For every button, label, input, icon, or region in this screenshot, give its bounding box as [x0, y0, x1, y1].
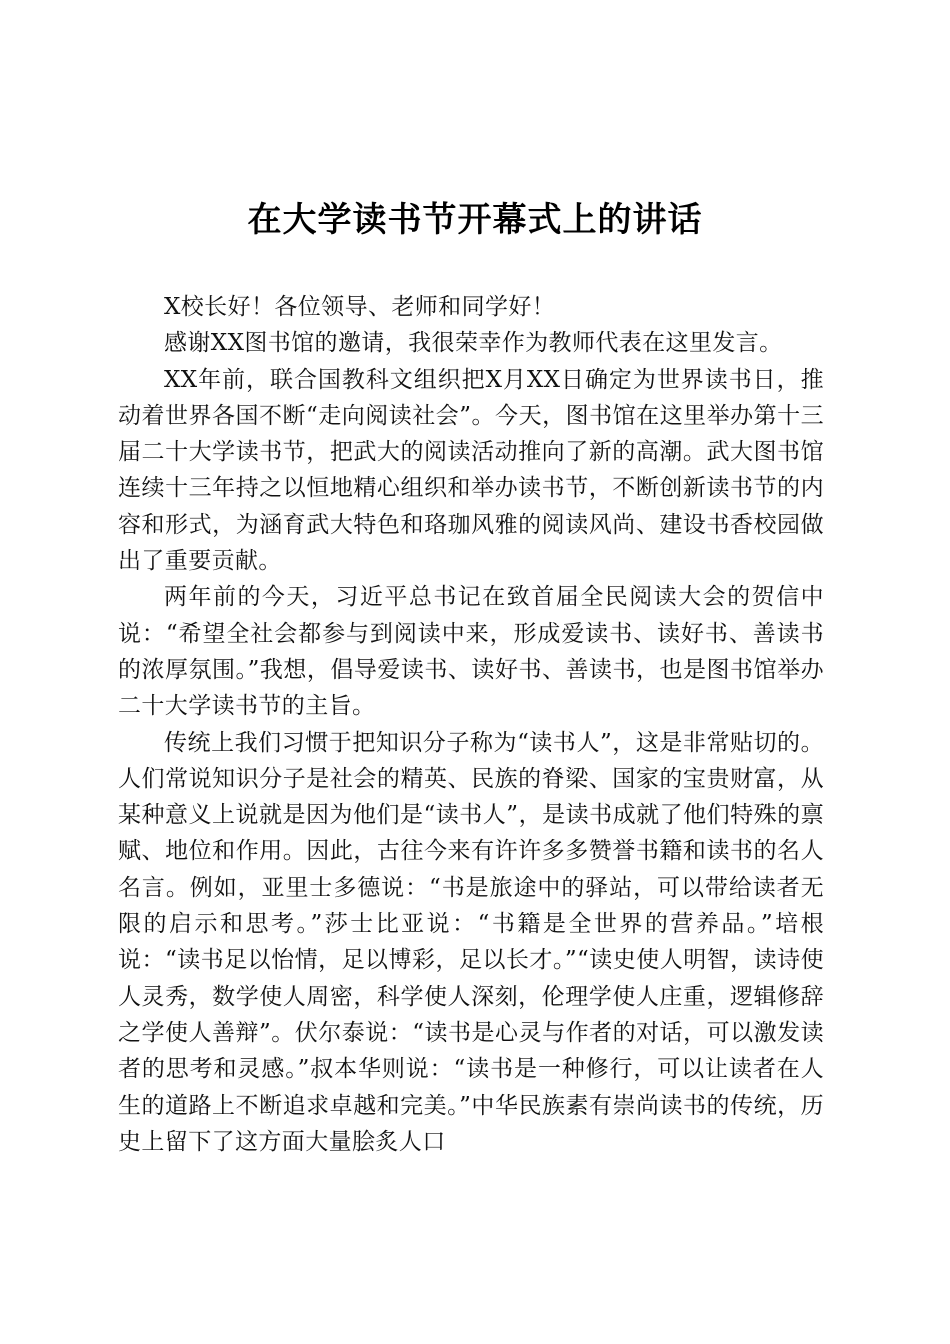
- paragraph-world-reading-day: XX年前，联合国教科文组织把X月XX日确定为世界读书日，推动着世界各国不断“走向阅读社会”。今天，图书馆在这里举办第十三届二十大学读书节，把武大的阅读活动推向了新的高潮。武大图书馆连续十三年持之以恒地精心组织和举办读书节，不断创新读书节的内容和形式，为涵育武大特色和珞珈风雅的阅读风尚、建设书香校园做出了重要贡献。: [118, 366, 824, 575]
- paragraph-readers: 传统上我们习惯于把知识分子称为“读书人”，这是非常贴切的。人们常说知识分子是社会的精英、民族的脊梁、国家的宝贵财富，从某种意义上说就是因为他们是“读书人”，是读书成就了他们特殊的禀赋、地位和作用。因此，古往今来有许许多多赞誉书籍和读书的名人名言。例如，亚里士多德说：“书是旅途中的驿站，可以带给读者无限的启示和思考。”莎士比亚说：“书籍是全世界的营养品。”培根说：“读书足以怡情，足以博彩，足以长才。”“读史使人明智，读诗使人灵秀，数学使人周密，科学使人深刻，伦理学使人庄重，逻辑修辞之学使人善辩”。伏尔泰说：“读书是心灵与作者的对话，可以激发读者的思考和灵感。”叔本华则说：“读书是一种修行，可以让读者在人生的道路上不断追求卓越和完美。”中华民族素有崇尚读书的传统，历史上留下了这方面大量脍炙人口: [118, 729, 824, 1155]
- document-title: 在大学读书节开幕式上的讲话: [247, 200, 703, 240]
- document-body: [118, 289, 824, 1160]
- paragraph-thanks: 感谢XX图书馆的邀请，我很荣幸作为教师代表在这里发言。: [164, 330, 783, 357]
- paragraph-letter-quote: 两年前的今天，习近平总书记在致首届全民阅读大会的贺信中说：“希望全社会都参与到阅读中来，形成爱读书、读好书、善读书的浓厚氛围。”我想，倡导爱读书、读好书、善读书，也是图书馆举办二十大学读书节的主旨。: [118, 584, 824, 720]
- paragraph-greeting: X校长好！各位领导、老师和同学好！: [164, 294, 556, 320]
